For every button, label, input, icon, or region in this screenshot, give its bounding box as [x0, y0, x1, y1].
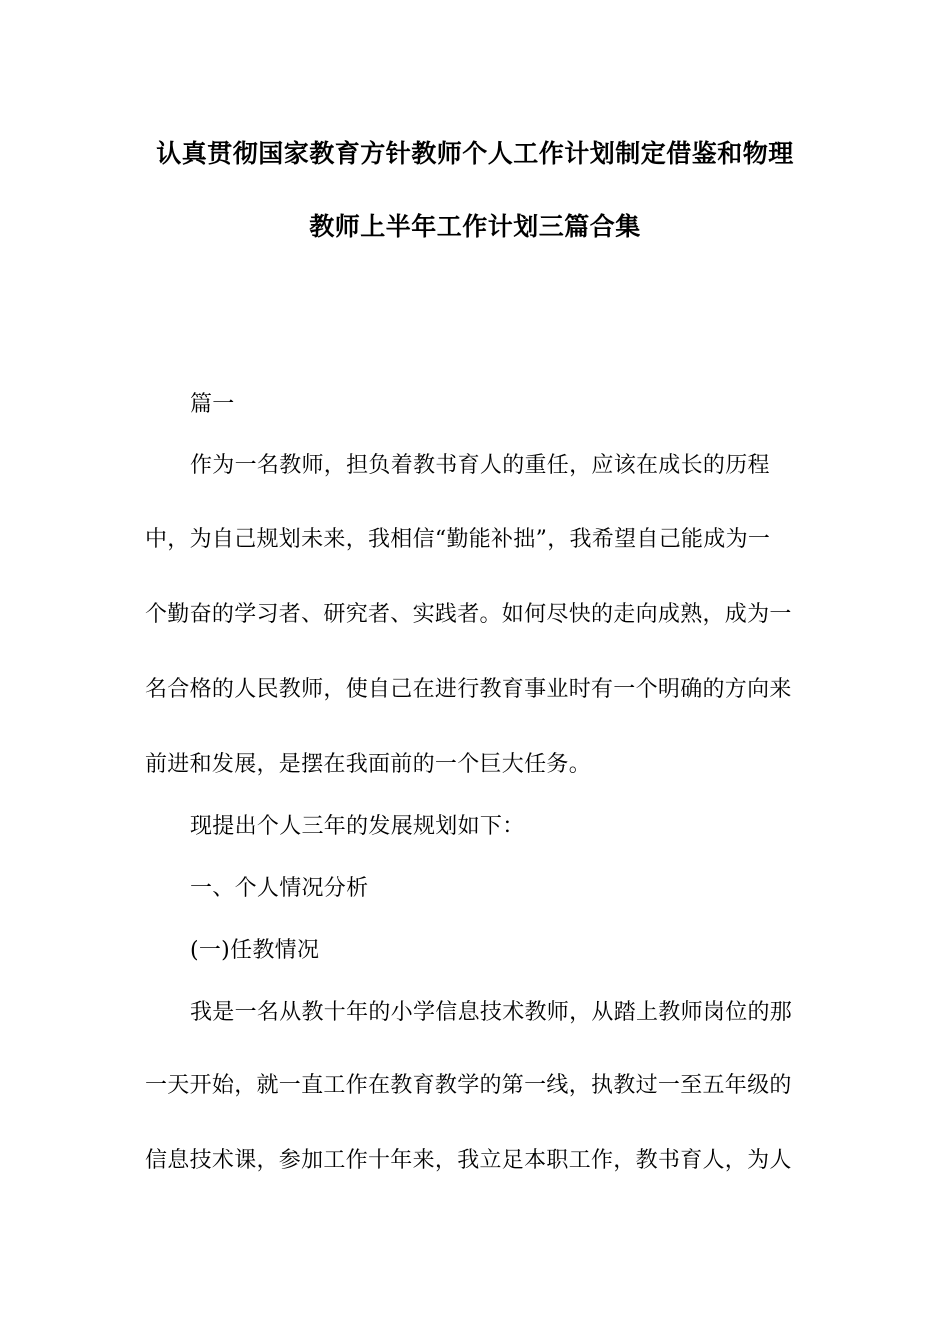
subsection-heading: (一)任教情况 — [190, 938, 320, 963]
paragraph-line: 前进和发展，是摆在我面前的一个巨大任务。 — [145, 752, 592, 777]
paragraph-line: 作为一名教师，担负着教书育人的重任，应该在成长的历程 — [190, 453, 770, 478]
document-title-line-1: 认真贯彻国家教育方针教师个人工作计划制定借鉴和物理 — [156, 139, 794, 168]
section-heading-part-one: 篇一 — [190, 392, 235, 417]
document-title-line-2: 教师上半年工作计划三篇合集 — [309, 212, 641, 241]
paragraph-line: 信息技术课，参加工作十年来，我立足本职工作，教书育人，为人 — [145, 1148, 792, 1173]
paragraph-line: 个勤奋的学习者、研究者、实践者。如何尽快的走向成熟，成为一 — [145, 602, 792, 627]
paragraph-line: 我是一名从教十年的小学信息技术教师，从踏上教师岗位的那 — [190, 1000, 793, 1025]
section-heading: 一、个人情况分析 — [190, 876, 369, 901]
paragraph-line: 一天开始，就一直工作在教育教学的第一线，执教过一至五年级的 — [145, 1073, 792, 1098]
paragraph-line: 中，为自己规划未来，我相信“勤能补拙”，我希望自己能成为一 — [145, 527, 771, 552]
paragraph-line: 名合格的人民教师，使自己在进行教育事业时有一个明确的方向来 — [145, 677, 792, 702]
paragraph-line: 现提出个人三年的发展规划如下： — [190, 814, 525, 839]
